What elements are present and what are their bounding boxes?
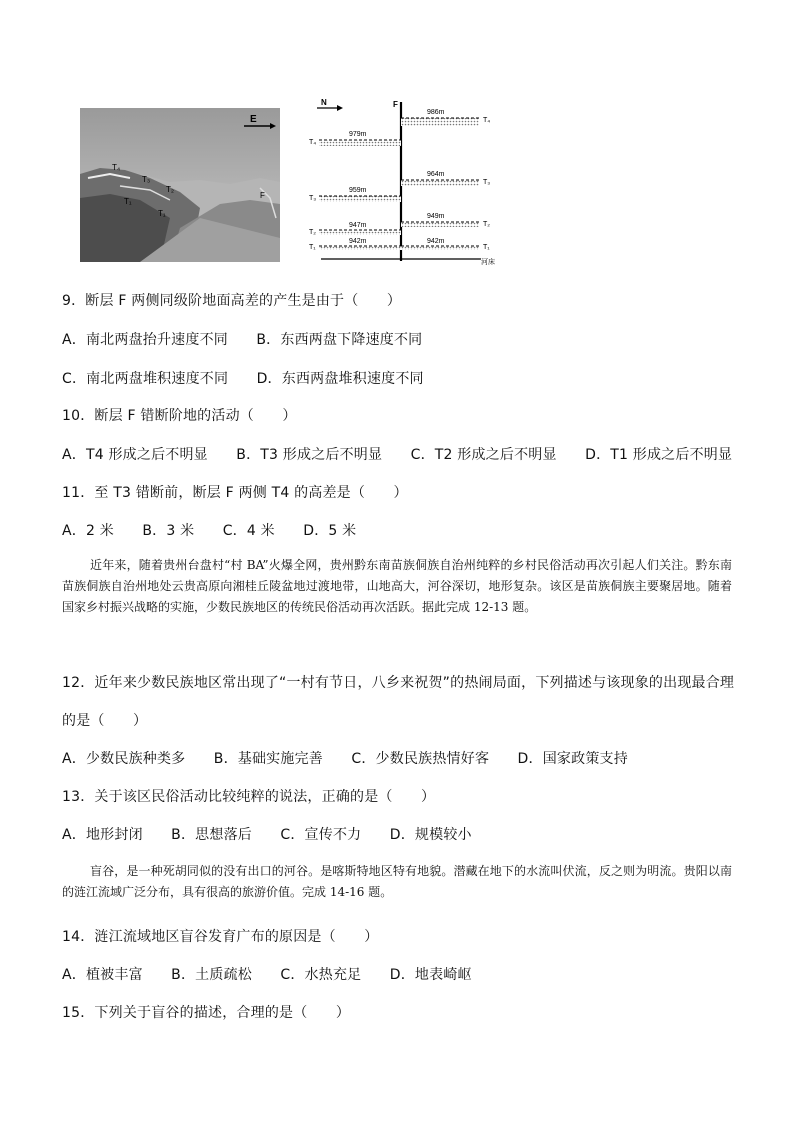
question-12-continued: 的是（ ） [62, 713, 148, 729]
right-terrace-t3 [401, 171, 490, 186]
compass-east-label: E [250, 114, 257, 125]
question-14: 14．涟江流域地区盲谷发育广布的原因是（ ） [62, 929, 379, 945]
north-label: N [321, 98, 327, 107]
right-terrace-t1 [401, 238, 490, 251]
question-11-options: A．2 米 B．3 米 C．4 米 D．5 米 [62, 523, 357, 539]
north-arrow [317, 98, 343, 111]
right-t2-height: 949m [427, 213, 445, 220]
left-t4-label: T₄ [309, 139, 317, 146]
photo-label-t3: T₃ [142, 175, 151, 184]
left-t2-height: 947m [349, 222, 367, 229]
right-t4-height: 986m [427, 109, 445, 116]
question-10-options: A．T4 形成之后不明显 B．T3 形成之后不明显 C．T2 形成之后不明显 D．T1 形成之后不明显 [62, 447, 733, 463]
question-13: 13．关于该区民俗活动比较纯粹的说法，正确的是（ ） [62, 789, 436, 805]
right-t3-label: T₃ [483, 179, 491, 186]
question-13-options: A．地形封闭 B．思想落后 C．宣传不力 D．规模较小 [62, 827, 472, 843]
photo-label-t2: T₂ [166, 185, 174, 194]
riverbed-label: 河床 [481, 259, 495, 266]
left-t3-label: T₃ [309, 195, 317, 202]
right-terrace-t4 [401, 109, 490, 126]
right-t1-label: T₁ [483, 244, 490, 251]
right-t4-label: T₄ [483, 117, 491, 124]
left-terrace-t2 [309, 222, 401, 236]
photo-label-t4: T₄ [112, 163, 121, 172]
left-terrace-t3 [309, 187, 401, 202]
photo-label-t1-b: T₁ [158, 209, 166, 218]
left-terrace-t4 [309, 131, 401, 146]
question-9: 9．断层 F 两侧同级阶地面高差的产生是由于（ ） [62, 293, 402, 309]
right-t1-height: 942m [427, 238, 445, 245]
left-terrace-t1 [309, 238, 401, 251]
photo-label-t1: T₁ [124, 197, 132, 206]
terrace-photo [80, 108, 280, 262]
terrace-section-diagram [305, 96, 505, 268]
photo-label-fault: F [260, 191, 265, 200]
right-t3-height: 964m [427, 171, 445, 178]
passage-14-16: 盲谷，是一种死胡同似的没有出口的河谷。是喀斯特地区特有地貌。潜藏在地下的水流叫伏流，反之则为明流。贵阳以南的涟江流域广泛分布，具有很高的旅游价值。完成 14-16 题。 [62, 864, 732, 899]
question-14-options: A．植被丰富 B．土质疏松 C．水热充足 D．地表崎岖 [62, 967, 472, 983]
left-t4-height: 979m [349, 131, 367, 138]
question-10: 10．断层 F 错断阶地的活动（ ） [62, 408, 297, 424]
left-t1-label: T₁ [309, 244, 316, 251]
left-t2-label: T₂ [309, 229, 316, 236]
right-terrace-t2 [401, 213, 490, 228]
left-t3-height: 959m [349, 187, 367, 194]
question-12: 12．近年来少数民族地区常出现了“一村有节日，八乡来祝贺”的热闹局面，下列描述与该现象的出现最合理 [62, 675, 735, 691]
question-9-options-ab: A．南北两盘抬升速度不同 B．东西两盘下降速度不同 [62, 332, 423, 348]
question-9-options-cd: C．南北两盘堆积速度不同 D．东西两盘堆积速度不同 [62, 371, 424, 387]
passage-12-13: 近年来，随着贵州台盘村“村 BA”火爆全网，贵州黔东南苗族侗族自治州纯粹的乡村民俗活动再次引起人们关注。黔东南苗族侗族自治州地处云贵高原向湘桂丘陵盆地过渡地带，山地高大，河谷深切，地形复杂。该区是苗族侗族主要聚居地。随着国家乡村振兴战略的实施，少数民族地区的传统民俗活动再次活跃。据此完成 12-13 题。 [62, 558, 732, 614]
question-11: 11．至 T3 错断前，断层 F 两侧 T4 的高差是（ ） [62, 485, 408, 501]
fault-label: F [393, 100, 398, 109]
right-t2-label: T₂ [483, 221, 490, 228]
left-t1-height: 942m [349, 238, 367, 245]
question-15: 15．下列关于盲谷的描述，合理的是（ ） [62, 1005, 351, 1021]
question-12-options: A．少数民族种类多 B．基础实施完善 C．少数民族热情好客 D．国家政策支持 [62, 751, 628, 767]
